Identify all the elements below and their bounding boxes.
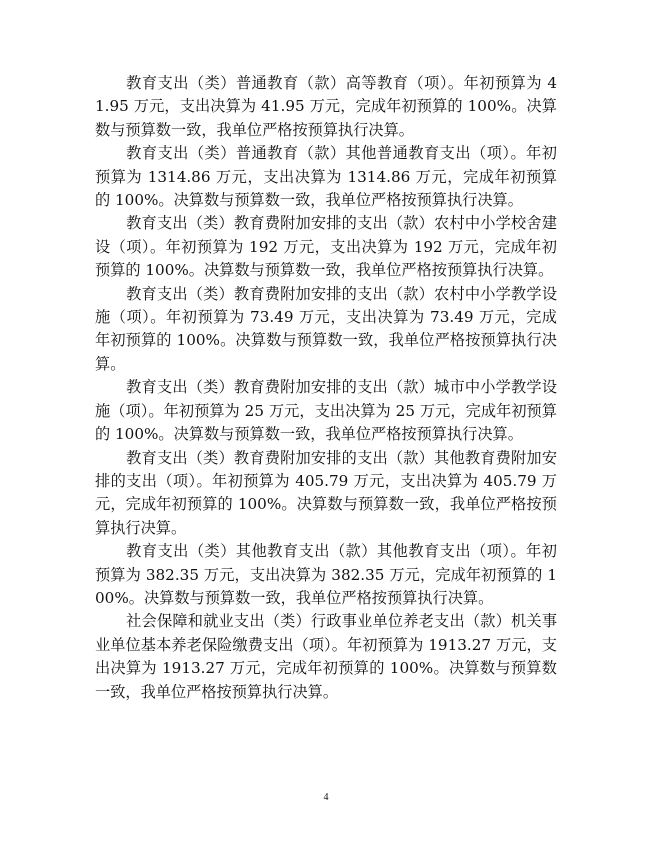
paragraph-other-general-education: 教育支出（类）普通教育（款）其他普通教育支出（项）。年初预算为 1314.86 万元，支出决算为 1314.86 万元，完成年初预算的 100%。决算数与预算数一致，我单位严格按预算执行决算。 [95, 144, 557, 210]
document-body [95, 72, 557, 704]
paragraph-urban-teaching-facilities: 教育支出（类）教育费附加安排的支出（款）城市中小学教学设施（项）。年初预算为 25 万元，支出决算为 25 万元，完成年初预算的 100%。决算数与预算数一致，我单位严格按预算执行决算。 [95, 378, 557, 444]
page-number: 4 [323, 792, 329, 803]
paragraph-other-education-expenditure: 教育支出（类）其他教育支出（款）其他教育支出（项）。年初预算为 382.35 万元，支出决算为 382.35 万元，完成年初预算的 100%。决算数与预算数一致，我单位严格按预算执行决算。 [95, 542, 557, 607]
paragraph-rural-teaching-facilities: 教育支出（类）教育费附加安排的支出（款）农村中小学教学设施（项）。年初预算为 73.49 万元，支出决算为 73.49 万元，完成年初预算的 100%。决算数与预算数一致，我单位严格按预算执行决算。 [95, 284, 557, 373]
paragraph-pension-insurance: 社会保障和就业支出（类）行政事业单位养老支出（款）机关事业单位基本养老保险缴费支出（项）。年初预算为 1913.27 万元，支出决算为 1913.27 万元，完成年初预算的 100%。决算数与预算数一致，我单位严格按预算执行决算。 [95, 612, 557, 701]
paragraph-other-education-surcharge: 教育支出（类）教育费附加安排的支出（款）其他教育费附加安排的支出（项）。年初预算为 405.79 万元，支出决算为 405.79 万元，完成年初预算的 100%。决算数与预算数一致，我单位严格按预算执行决算。 [95, 448, 557, 537]
paragraph-higher-education: 教育支出（类）普通教育（款）高等教育（项）。年初预算为 41.95 万元，支出决算为 41.95 万元，完成年初预算的 100%。决算数与预算数一致，我单位严格按预算执行决算。 [95, 74, 557, 139]
paragraph-rural-school-buildings: 教育支出（类）教育费附加安排的支出（款）农村中小学校舍建设（项）。年初预算为 192 万元，支出决算为 192 万元，完成年初预算的 100%。决算数与预算数一致，我单位严格按预算执行决算。 [95, 214, 557, 280]
